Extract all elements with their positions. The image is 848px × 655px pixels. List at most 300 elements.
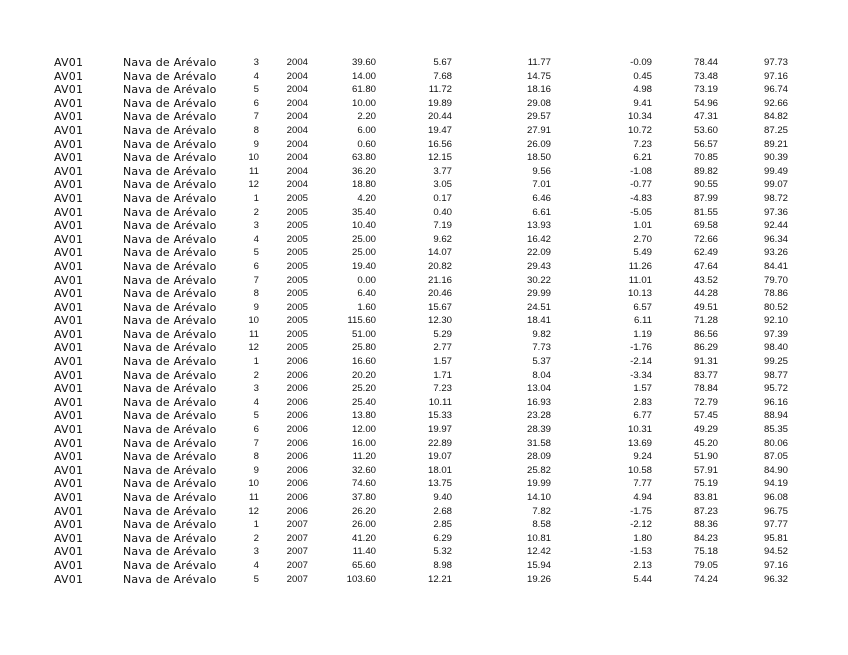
value-cell-b: 13.04 xyxy=(526,383,551,395)
month-cell: 9 xyxy=(253,464,259,476)
station-name-cell: Nava de Arévalo xyxy=(123,287,217,301)
value-cell-b: 29.43 xyxy=(526,260,551,272)
value-cell-a: 5.29 xyxy=(433,328,452,340)
month-cell: 7 xyxy=(253,111,259,123)
value-cell-d: 56.57 xyxy=(693,138,718,150)
year-cell: 2004 xyxy=(286,124,308,136)
month-cell: 11 xyxy=(249,328,259,340)
table-row xyxy=(0,192,848,206)
station-name-cell: Nava de Arévalo xyxy=(123,463,217,477)
value-cell-b: 14.75 xyxy=(526,70,551,82)
year-cell: 2006 xyxy=(286,369,308,381)
value-cell-b: 22.09 xyxy=(526,247,551,259)
value-cell-d: 87.23 xyxy=(693,505,718,517)
precip-cell: 61.80 xyxy=(351,84,376,96)
station-name-cell: Nava de Arévalo xyxy=(123,69,217,83)
value-cell-d: 89.82 xyxy=(693,165,718,177)
station-code-cell: AV01 xyxy=(54,423,84,437)
year-cell: 2005 xyxy=(286,315,308,327)
value-cell-b: 28.39 xyxy=(526,424,551,436)
precip-cell: 10.00 xyxy=(351,97,376,109)
value-cell-b: 26.09 xyxy=(526,138,551,150)
value-cell-d: 69.58 xyxy=(693,220,718,232)
station-code-cell: AV01 xyxy=(54,69,84,83)
station-name-cell: Nava de Arévalo xyxy=(123,232,217,246)
value-cell-a: 5.32 xyxy=(433,546,452,558)
year-cell: 2005 xyxy=(286,288,308,300)
value-cell-c: 9.41 xyxy=(633,97,652,109)
value-cell-c: 11.01 xyxy=(628,274,652,286)
station-code-cell: AV01 xyxy=(54,178,84,192)
value-cell-a: 9.62 xyxy=(433,233,452,245)
value-cell-b: 13.93 xyxy=(526,220,551,232)
value-cell-c: 10.72 xyxy=(627,124,652,136)
value-cell-c: -5.05 xyxy=(630,206,652,218)
station-code-cell: AV01 xyxy=(54,504,84,518)
value-cell-e: 84.82 xyxy=(763,111,788,123)
table-row xyxy=(0,56,848,70)
year-cell: 2006 xyxy=(286,410,308,422)
table-row xyxy=(0,206,848,220)
month-cell: 4 xyxy=(253,559,259,571)
precip-cell: 2.20 xyxy=(357,111,376,123)
station-name-cell: Nava de Arévalo xyxy=(123,246,217,260)
value-cell-d: 49.29 xyxy=(693,424,718,436)
precip-cell: 25.80 xyxy=(351,342,376,354)
value-cell-a: 2.85 xyxy=(433,519,452,531)
value-cell-b: 24.51 xyxy=(526,301,551,313)
station-name-cell: Nava de Arévalo xyxy=(123,531,217,545)
station-name-cell: Nava de Arévalo xyxy=(123,83,217,97)
precip-cell: 25.40 xyxy=(351,396,376,408)
value-cell-d: 73.19 xyxy=(693,84,718,96)
station-name-cell: Nava de Arévalo xyxy=(123,300,217,314)
station-code-cell: AV01 xyxy=(54,232,84,246)
value-cell-a: 11.72 xyxy=(428,84,452,96)
year-cell: 2004 xyxy=(286,179,308,191)
station-code-cell: AV01 xyxy=(54,273,84,287)
table-row xyxy=(0,97,848,111)
station-name-cell: Nava de Arévalo xyxy=(123,191,217,205)
value-cell-e: 96.08 xyxy=(763,492,788,503)
value-cell-e: 80.06 xyxy=(763,437,788,449)
value-cell-e: 80.52 xyxy=(763,301,788,313)
station-name-cell: Nava de Arévalo xyxy=(123,382,217,396)
year-cell: 2005 xyxy=(286,206,308,218)
value-cell-a: 2.68 xyxy=(433,505,452,517)
value-cell-a: 3.77 xyxy=(433,165,452,177)
value-cell-d: 45.20 xyxy=(693,437,718,449)
table-row xyxy=(0,219,848,233)
table-row xyxy=(0,246,848,260)
station-code-cell: AV01 xyxy=(54,382,84,396)
table-row xyxy=(0,464,848,478)
year-cell: 2005 xyxy=(286,220,308,232)
table-row xyxy=(0,409,848,423)
value-cell-e: 94.19 xyxy=(763,478,788,490)
value-cell-d: 87.99 xyxy=(693,192,718,204)
year-cell: 2005 xyxy=(286,260,308,272)
value-cell-c: 6.77 xyxy=(633,410,652,422)
value-cell-a: 19.97 xyxy=(427,424,452,436)
value-cell-e: 98.72 xyxy=(763,192,788,204)
value-cell-e: 96.32 xyxy=(763,573,788,585)
year-cell: 2005 xyxy=(286,233,308,245)
month-cell: 3 xyxy=(253,383,259,395)
table-row xyxy=(0,423,848,437)
station-name-cell: Nava de Arévalo xyxy=(123,450,217,464)
value-cell-c: -1.53 xyxy=(630,546,652,558)
precip-cell: 25.20 xyxy=(351,383,376,395)
precip-cell: 11.40 xyxy=(352,546,376,558)
year-cell: 2006 xyxy=(286,437,308,449)
month-cell: 7 xyxy=(253,274,259,286)
value-cell-d: 57.45 xyxy=(693,410,718,422)
value-cell-a: 19.89 xyxy=(427,97,452,109)
precip-cell: 20.20 xyxy=(351,369,376,381)
precip-cell: 39.60 xyxy=(351,57,376,68)
value-cell-a: 8.98 xyxy=(433,559,452,571)
value-cell-e: 96.16 xyxy=(763,396,788,408)
value-cell-a: 12.21 xyxy=(427,573,452,585)
value-cell-e: 99.07 xyxy=(763,179,788,191)
month-cell: 12 xyxy=(248,342,259,354)
month-cell: 5 xyxy=(253,573,259,585)
month-cell: 11 xyxy=(249,165,259,177)
value-cell-b: 6.46 xyxy=(532,192,551,204)
value-cell-a: 22.89 xyxy=(427,437,452,449)
value-cell-c: -0.09 xyxy=(630,57,652,68)
year-cell: 2005 xyxy=(286,328,308,340)
value-cell-d: 81.55 xyxy=(693,206,718,218)
precip-cell: 25.00 xyxy=(351,247,376,259)
value-cell-c: -2.14 xyxy=(630,356,652,368)
value-cell-c: 1.19 xyxy=(633,328,652,340)
year-cell: 2004 xyxy=(286,84,308,96)
value-cell-a: 0.17 xyxy=(433,192,452,204)
table-row xyxy=(0,314,848,328)
station-code-cell: AV01 xyxy=(54,463,84,477)
year-cell: 2004 xyxy=(286,138,308,150)
value-cell-c: 10.13 xyxy=(627,288,652,300)
station-code-cell: AV01 xyxy=(54,368,84,382)
value-cell-d: 75.18 xyxy=(693,546,718,558)
station-code-cell: AV01 xyxy=(54,137,84,151)
station-code-cell: AV01 xyxy=(54,545,84,559)
month-cell: 8 xyxy=(253,451,259,463)
precip-cell: 37.80 xyxy=(351,492,376,503)
month-cell: 9 xyxy=(253,301,259,313)
table-row xyxy=(0,138,848,152)
station-name-cell: Nava de Arévalo xyxy=(123,110,217,124)
value-cell-a: 18.01 xyxy=(427,464,452,476)
table-row xyxy=(0,110,848,124)
precip-cell: 0.60 xyxy=(357,138,376,150)
month-cell: 12 xyxy=(248,505,259,517)
station-name-cell: Nava de Arévalo xyxy=(123,327,217,341)
value-cell-d: 83.77 xyxy=(693,369,718,381)
value-cell-e: 95.72 xyxy=(763,383,788,395)
year-cell: 2006 xyxy=(286,383,308,395)
value-cell-c: 9.24 xyxy=(633,451,652,463)
value-cell-a: 7.23 xyxy=(433,383,452,395)
precip-cell: 51.00 xyxy=(351,328,376,340)
value-cell-e: 88.94 xyxy=(763,410,788,422)
value-cell-b: 30.22 xyxy=(526,274,551,286)
month-cell: 1 xyxy=(253,519,259,531)
value-cell-b: 7.82 xyxy=(532,505,551,517)
station-name-cell: Nava de Arévalo xyxy=(123,504,217,518)
value-cell-c: 10.58 xyxy=(627,464,652,476)
table-row xyxy=(0,301,848,315)
month-cell: 6 xyxy=(253,424,259,436)
precip-cell: 11.20 xyxy=(352,451,376,463)
year-cell: 2004 xyxy=(286,97,308,109)
station-name-cell: Nava de Arévalo xyxy=(123,123,217,137)
station-name-cell: Nava de Arévalo xyxy=(123,355,217,369)
month-cell: 4 xyxy=(253,233,259,245)
value-cell-e: 96.34 xyxy=(763,233,788,245)
station-name-cell: Nava de Arévalo xyxy=(123,545,217,559)
value-cell-c: 1.80 xyxy=(633,532,652,544)
year-cell: 2006 xyxy=(286,505,308,517)
value-cell-a: 19.07 xyxy=(427,451,452,463)
value-cell-a: 12.30 xyxy=(427,315,452,327)
value-cell-c: 4.98 xyxy=(633,84,652,96)
value-cell-b: 9.56 xyxy=(532,165,551,177)
year-cell: 2006 xyxy=(286,492,308,503)
year-cell: 2004 xyxy=(286,165,308,177)
value-cell-d: 62.49 xyxy=(693,247,718,259)
year-cell: 2006 xyxy=(286,356,308,368)
precip-cell: 13.80 xyxy=(351,410,376,422)
table-row xyxy=(0,559,848,573)
station-code-cell: AV01 xyxy=(54,259,84,273)
value-cell-b: 8.04 xyxy=(532,369,551,381)
precip-cell: 26.20 xyxy=(351,505,376,517)
precip-cell: 63.80 xyxy=(351,152,376,164)
station-name-cell: Nava de Arévalo xyxy=(123,205,217,219)
value-cell-b: 18.50 xyxy=(526,152,551,164)
year-cell: 2007 xyxy=(286,546,308,558)
value-cell-d: 70.85 xyxy=(693,152,718,164)
station-name-cell: Nava de Arévalo xyxy=(123,164,217,178)
value-cell-a: 15.67 xyxy=(427,301,452,313)
month-cell: 8 xyxy=(253,124,259,136)
station-code-cell: AV01 xyxy=(54,123,84,137)
table-row xyxy=(0,70,848,84)
year-cell: 2007 xyxy=(286,559,308,571)
value-cell-d: 83.81 xyxy=(693,492,718,503)
value-cell-b: 6.61 xyxy=(532,206,551,218)
value-cell-d: 51.90 xyxy=(693,451,718,463)
table-row xyxy=(0,382,848,396)
station-code-cell: AV01 xyxy=(54,436,84,450)
value-cell-a: 0.40 xyxy=(433,206,452,218)
station-name-cell: Nava de Arévalo xyxy=(123,477,217,491)
station-code-cell: AV01 xyxy=(54,395,84,409)
station-code-cell: AV01 xyxy=(54,572,84,586)
value-cell-c: 1.01 xyxy=(633,220,652,232)
table-row xyxy=(0,83,848,97)
table-row xyxy=(0,165,848,179)
value-cell-c: -2.12 xyxy=(630,519,652,531)
value-cell-c: 2.83 xyxy=(633,396,652,408)
value-cell-e: 85.35 xyxy=(763,424,788,436)
value-cell-e: 79.70 xyxy=(763,274,788,286)
station-code-cell: AV01 xyxy=(54,518,84,532)
station-code-cell: AV01 xyxy=(54,300,84,314)
precip-cell: 18.80 xyxy=(351,179,376,191)
precip-cell: 16.00 xyxy=(351,437,376,449)
value-cell-e: 99.25 xyxy=(763,356,788,368)
value-cell-c: 10.34 xyxy=(627,111,652,123)
station-name-cell: Nava de Arévalo xyxy=(123,314,217,328)
value-cell-e: 98.77 xyxy=(763,369,788,381)
value-cell-a: 7.68 xyxy=(433,70,452,82)
value-cell-c: -3.34 xyxy=(630,369,652,381)
year-cell: 2005 xyxy=(286,274,308,286)
value-cell-d: 72.79 xyxy=(693,396,718,408)
month-cell: 3 xyxy=(253,57,259,68)
precip-cell: 19.40 xyxy=(351,260,376,272)
station-code-cell: AV01 xyxy=(54,341,84,355)
station-code-cell: AV01 xyxy=(54,246,84,260)
value-cell-e: 96.74 xyxy=(763,84,788,96)
value-cell-a: 20.46 xyxy=(427,288,452,300)
value-cell-c: 10.31 xyxy=(627,424,652,436)
value-cell-c: -1.76 xyxy=(630,342,652,354)
year-cell: 2006 xyxy=(286,451,308,463)
value-cell-d: 84.23 xyxy=(693,532,718,544)
year-cell: 2005 xyxy=(286,301,308,313)
station-name-cell: Nava de Arévalo xyxy=(123,219,217,233)
station-code-cell: AV01 xyxy=(54,219,84,233)
precip-cell: 103.60 xyxy=(346,573,376,585)
year-cell: 2006 xyxy=(286,396,308,408)
value-cell-b: 29.57 xyxy=(526,111,551,123)
value-cell-b: 19.99 xyxy=(526,478,551,490)
table-row xyxy=(0,477,848,491)
station-code-cell: AV01 xyxy=(54,450,84,464)
value-cell-b: 27.91 xyxy=(526,124,551,136)
precip-cell: 26.00 xyxy=(351,519,376,531)
table-row xyxy=(0,491,848,505)
value-cell-b: 16.42 xyxy=(526,233,551,245)
value-cell-a: 10.11 xyxy=(428,396,452,408)
value-cell-c: 5.44 xyxy=(633,573,652,585)
table-row xyxy=(0,260,848,274)
precip-cell: 25.00 xyxy=(351,233,376,245)
month-cell: 6 xyxy=(253,260,259,272)
value-cell-e: 99.49 xyxy=(763,165,788,177)
value-cell-d: 86.29 xyxy=(693,342,718,354)
value-cell-e: 84.41 xyxy=(763,260,788,272)
value-cell-c: 1.57 xyxy=(633,383,652,395)
precip-cell: 6.00 xyxy=(357,124,376,136)
table-row xyxy=(0,341,848,355)
value-cell-a: 6.29 xyxy=(433,532,452,544)
value-cell-d: 57.91 xyxy=(693,464,718,476)
precip-cell: 65.60 xyxy=(351,559,376,571)
value-cell-d: 43.52 xyxy=(693,274,718,286)
value-cell-d: 47.64 xyxy=(693,260,718,272)
value-cell-d: 91.31 xyxy=(693,356,718,368)
station-name-cell: Nava de Arévalo xyxy=(123,56,217,69)
value-cell-e: 90.39 xyxy=(763,152,788,164)
table-row xyxy=(0,355,848,369)
table-row xyxy=(0,124,848,138)
table-row xyxy=(0,545,848,559)
value-cell-d: 74.24 xyxy=(693,573,718,585)
value-cell-a: 1.57 xyxy=(433,356,452,368)
station-code-cell: AV01 xyxy=(54,558,84,572)
value-cell-e: 97.36 xyxy=(763,206,788,218)
value-cell-e: 78.86 xyxy=(763,288,788,300)
table-row xyxy=(0,396,848,410)
station-code-cell: AV01 xyxy=(54,205,84,219)
value-cell-d: 54.96 xyxy=(693,97,718,109)
year-cell: 2004 xyxy=(286,152,308,164)
value-cell-d: 79.05 xyxy=(693,559,718,571)
value-cell-a: 12.15 xyxy=(427,152,452,164)
value-cell-a: 20.82 xyxy=(427,260,452,272)
value-cell-a: 15.33 xyxy=(427,410,452,422)
value-cell-e: 97.16 xyxy=(763,70,788,82)
precip-cell: 115.60 xyxy=(347,315,376,327)
value-cell-b: 18.16 xyxy=(526,84,551,96)
value-cell-e: 95.81 xyxy=(763,532,788,544)
table-row xyxy=(0,532,848,546)
value-cell-d: 88.36 xyxy=(693,519,718,531)
value-cell-b: 16.93 xyxy=(526,396,551,408)
month-cell: 9 xyxy=(253,138,259,150)
month-cell: 2 xyxy=(253,369,259,381)
month-cell: 1 xyxy=(253,356,259,368)
value-cell-e: 97.39 xyxy=(763,328,788,340)
value-cell-d: 71.28 xyxy=(693,315,718,327)
month-cell: 10 xyxy=(248,315,259,327)
value-cell-c: 6.11 xyxy=(634,315,652,327)
value-cell-c: -1.08 xyxy=(630,165,652,177)
station-code-cell: AV01 xyxy=(54,409,84,423)
table-row xyxy=(0,505,848,519)
station-name-cell: Nava de Arévalo xyxy=(123,395,217,409)
value-cell-c: 7.77 xyxy=(633,478,652,490)
table-row xyxy=(0,573,848,587)
value-cell-e: 92.44 xyxy=(763,220,788,232)
year-cell: 2006 xyxy=(286,464,308,476)
table-row xyxy=(0,450,848,464)
station-name-cell: Nava de Arévalo xyxy=(123,436,217,450)
value-cell-d: 47.31 xyxy=(693,111,718,123)
value-cell-d: 78.44 xyxy=(693,57,718,68)
value-cell-b: 29.99 xyxy=(526,288,551,300)
value-cell-b: 9.82 xyxy=(532,328,551,340)
station-code-cell: AV01 xyxy=(54,287,84,301)
station-name-cell: Nava de Arévalo xyxy=(123,96,217,110)
station-code-cell: AV01 xyxy=(54,491,84,504)
table-row xyxy=(0,233,848,247)
table-row xyxy=(0,328,848,342)
data-table xyxy=(0,56,848,586)
station-name-cell: Nava de Arévalo xyxy=(123,558,217,572)
value-cell-b: 11.77 xyxy=(527,57,551,68)
station-code-cell: AV01 xyxy=(54,151,84,165)
station-code-cell: AV01 xyxy=(54,164,84,178)
value-cell-b: 10.81 xyxy=(526,532,551,544)
year-cell: 2004 xyxy=(286,70,308,82)
